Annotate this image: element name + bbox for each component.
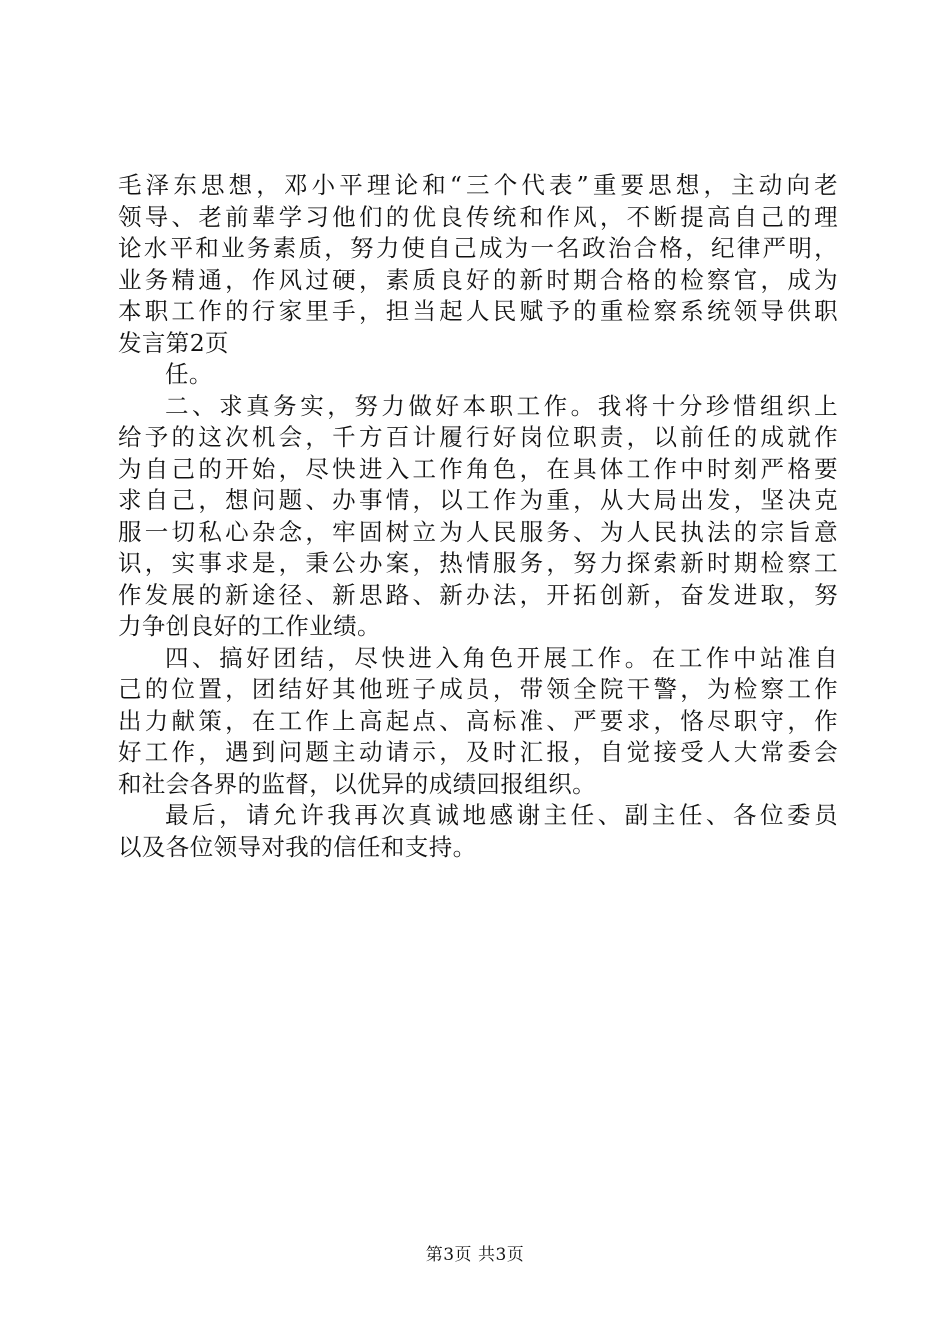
text-line: 给予的这次机会，千方百计履行好岗位职责，以前任的成就作	[118, 423, 838, 451]
text-line: 识，实事求是，秉公办案，热情服务，努力探索新时期检察工	[118, 549, 838, 577]
text-line: 作发展的新途径、新思路、新办法，开拓创新，奋发进取，努	[118, 580, 838, 609]
text-line: 最后，请允许我再次真诚地感谢主任、副主任、各位委员	[165, 801, 838, 829]
text-line: 业务精通，作风过硬，素质良好的新时期合格的检察官，成为	[118, 265, 838, 294]
text-line: 服一切私心杂念，牢固树立为人民服务、为人民执法的宗旨意	[118, 517, 838, 546]
text-line: 论水平和业务素质，努力使自己成为一名政治合格，纪律严明，	[118, 234, 838, 262]
text-line: 己的位置，团结好其他班子成员，带领全院干警，为检察工作	[118, 675, 838, 703]
text-line: 出力献策，在工作上高起点、高标准、严要求，恪尽职守，作	[118, 706, 838, 735]
text-line: 发言第2页	[118, 328, 229, 357]
text-line: 以及各位领导对我的信任和支持。	[118, 832, 477, 861]
text-line: 力争创良好的工作业绩。	[118, 612, 381, 640]
document-body	[118, 170, 838, 863]
text-line: 和社会各界的监督，以优异的成绩回报组织。	[118, 769, 596, 798]
text-line: 毛泽东思想，邓小平理论和“三个代表”重要思想，主动向老	[118, 171, 838, 199]
text-line: 四、搞好团结，尽快进入角色开展工作。在工作中站准自	[165, 643, 838, 672]
text-line: 领导、老前辈学习他们的优良传统和作风，不断提高自己的理	[118, 202, 838, 231]
text-line: 任。	[165, 360, 213, 388]
text-line: 二、求真务实，努力做好本职工作。我将十分珍惜组织上	[165, 391, 838, 420]
text-line: 好工作，遇到问题主动请示，及时汇报，自觉接受人大常委会	[118, 738, 838, 766]
text-line: 本职工作的行家里手，担当起人民赋予的重检察系统领导供职	[118, 297, 838, 325]
page-footer: 第3页 共3页	[425, 1245, 525, 1265]
text-line: 求自己，想问题、办事情，以工作为重，从大局出发，坚决克	[118, 486, 838, 514]
text-line: 为自己的开始，尽快进入工作角色，在具体工作中时刻严格要	[118, 454, 838, 483]
